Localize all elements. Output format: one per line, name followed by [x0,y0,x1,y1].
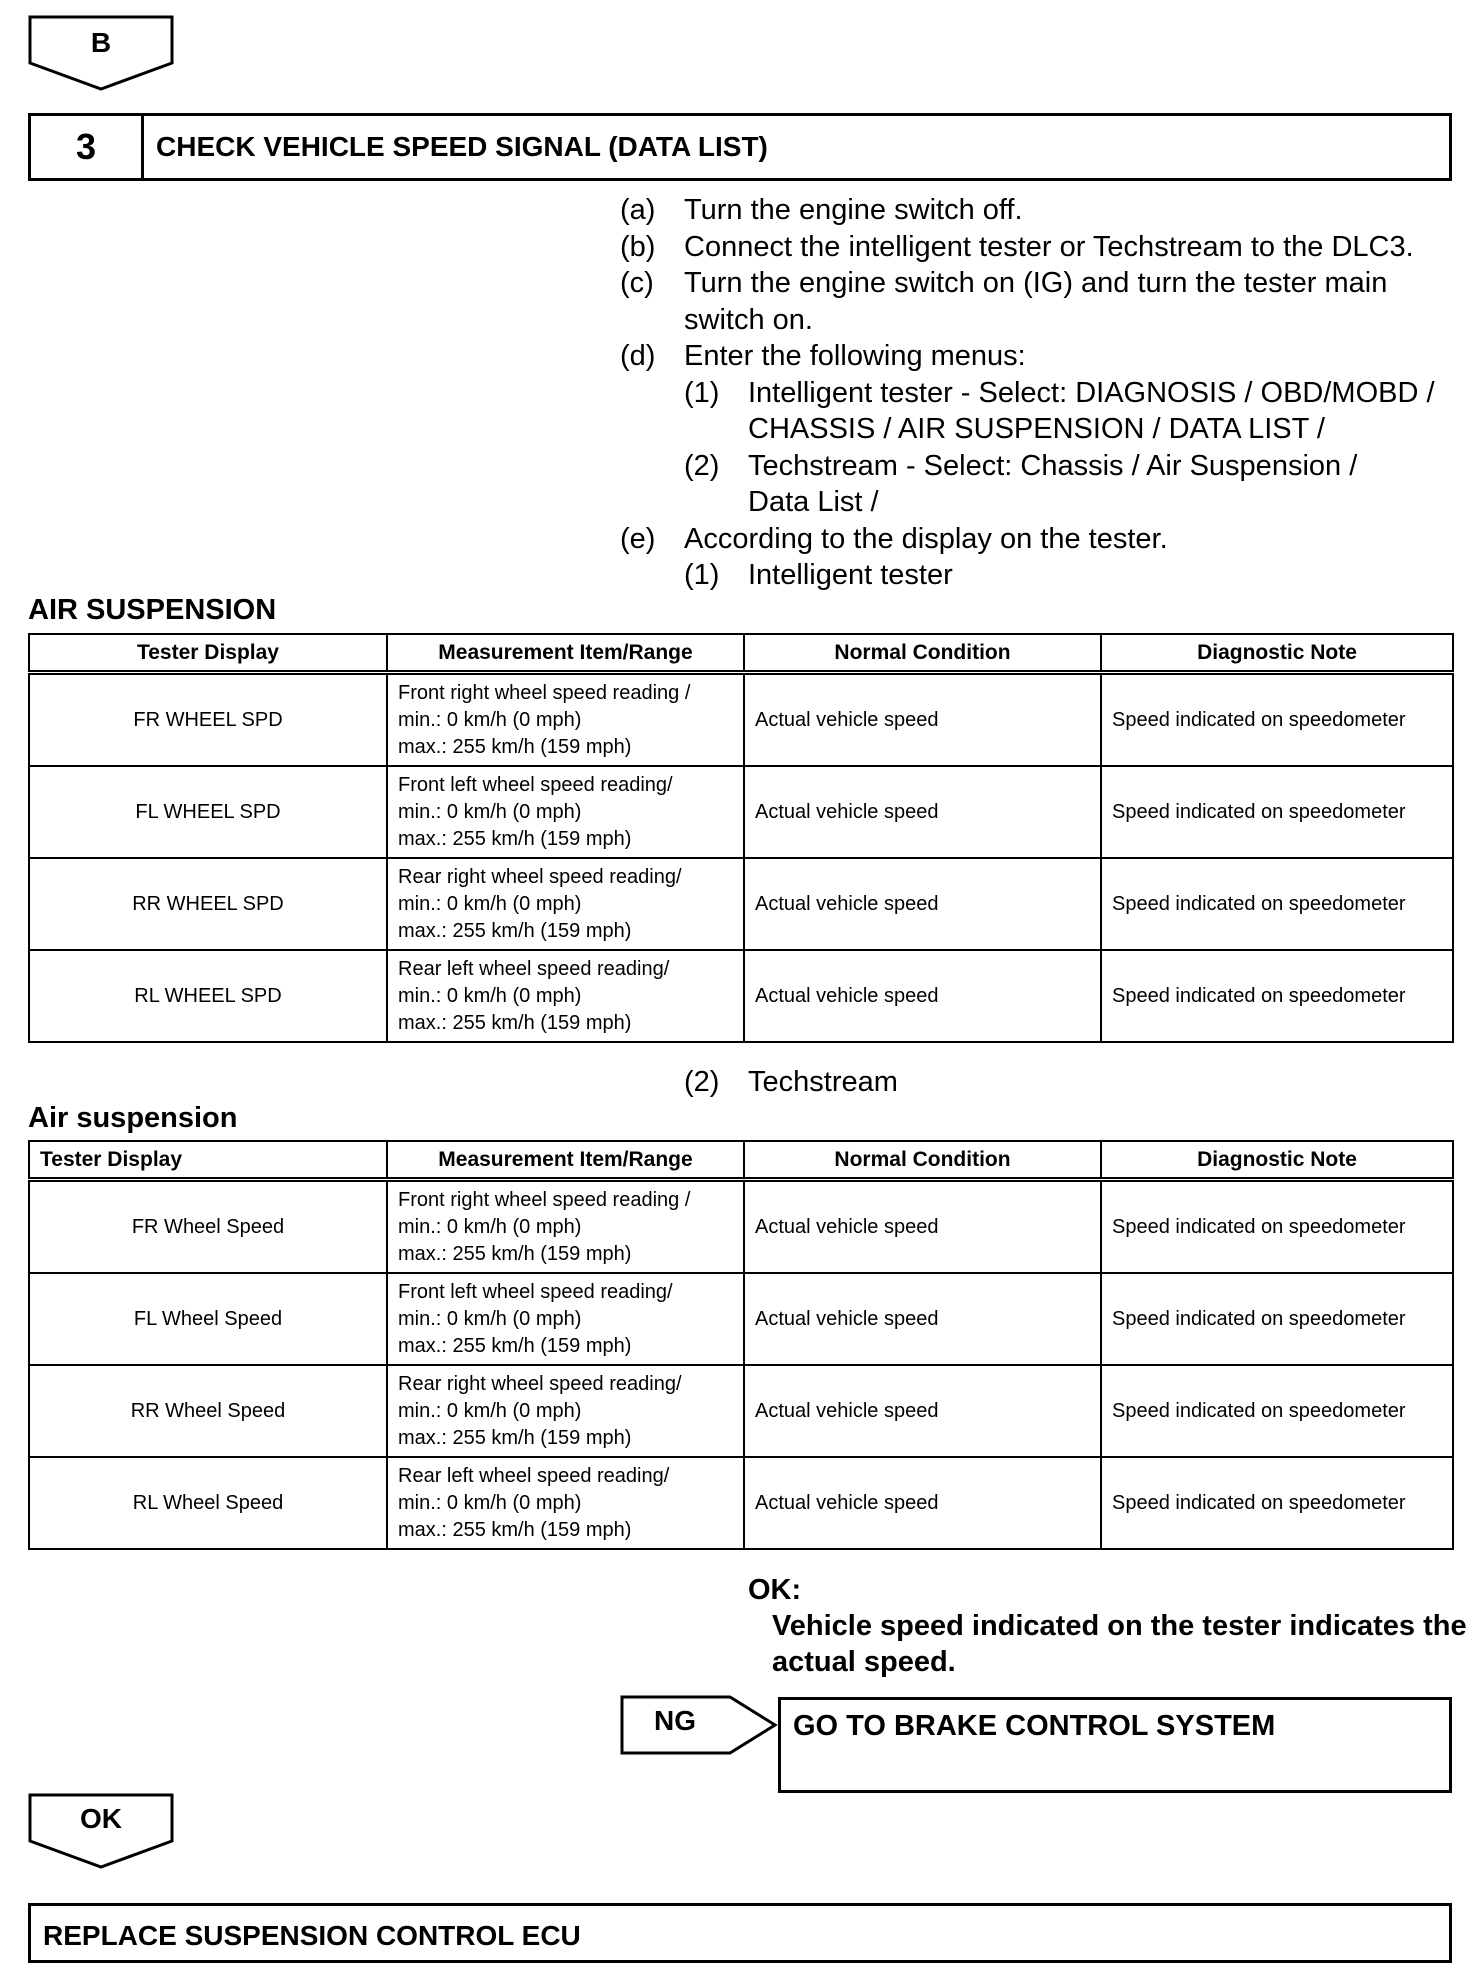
instruction-label: (2) [684,449,720,482]
instruction-label: (a) [620,194,656,226]
instruction-item [620,521,1460,558]
data-list-table-intelligent-tester [28,633,1454,1043]
table-cell: Front right wheel speed reading / min.: 0 km/h (0 mph) max.: 255 km/h (159 mph) [387,1180,744,1274]
column-header: Diagnostic Note [1101,634,1453,673]
table-row [29,1457,1453,1549]
table-cell: Front right wheel speed reading / min.: 0 km/h (0 mph) max.: 255 km/h (159 mph) [387,673,744,767]
ok-result-block [748,1572,1472,1680]
instruction-text: According to the display on the tester. [684,522,1168,555]
table-cell: Speed indicated on speedometer [1101,858,1453,950]
instruction-item [620,338,1460,375]
table-cell: Actual vehicle speed [744,766,1101,858]
table-cell: Rear right wheel speed reading/ min.: 0 km/h (0 mph) max.: 255 km/h (159 mph) [387,1365,744,1457]
final-step-box: REPLACE SUSPENSION CONTROL ECU [28,1903,1452,1963]
instruction-item [620,192,1460,229]
table-header-row [29,634,1453,673]
table-cell: Actual vehicle speed [744,673,1101,767]
table-cell: RL WHEEL SPD [29,950,387,1042]
techstream-subheading [684,1066,898,1099]
column-header: Tester Display [29,634,387,673]
ng-label: NG [654,1705,696,1736]
instruction-text: Techstream - Select: Chassis / Air Suspension / Data List / [748,449,1358,518]
instruction-label: (e) [620,522,656,555]
table-cell: Actual vehicle speed [744,858,1101,950]
table-cell: Actual vehicle speed [744,950,1101,1042]
instruction-text: Intelligent tester - Select: DIAGNOSIS / OBD/MOBD / CHASSIS / AIR SUSPENSION / DATA LIST / [748,376,1435,445]
instruction-subitem [684,448,1460,521]
column-header: Normal Condition [744,634,1101,673]
table2-title: Air suspension [28,1102,238,1134]
column-header: Diagnostic Note [1101,1141,1453,1180]
instruction-subitem [684,557,1460,594]
instruction-label: (b) [620,230,656,263]
flow-start-box [28,15,174,91]
instruction-item [620,265,1460,338]
table-cell: RR WHEEL SPD [29,858,387,950]
table-cell: Front left wheel speed reading/ min.: 0 km/h (0 mph) max.: 255 km/h (159 mph) [387,766,744,858]
table-cell: Speed indicated on speedometer [1101,1273,1453,1365]
instruction-text: Connect the intelligent tester or Techstream to the DLC3. [684,230,1414,263]
table-cell: Actual vehicle speed [744,1273,1101,1365]
instruction-label: (d) [620,340,656,372]
flow-ok-label: OK [80,1803,122,1834]
column-header: Measurement Item/Range [387,1141,744,1180]
table-cell: RR Wheel Speed [29,1365,387,1457]
table-cell: Speed indicated on speedometer [1101,1365,1453,1457]
table-cell: Speed indicated on speedometer [1101,1180,1453,1274]
ok-description: Vehicle speed indicated on the tester indicates the actual speed. [772,1610,1467,1678]
table-cell: Rear right wheel speed reading/ min.: 0 km/h (0 mph) max.: 255 km/h (159 mph) [387,858,744,950]
table-cell: Front left wheel speed reading/ min.: 0 km/h (0 mph) max.: 255 km/h (159 mph) [387,1273,744,1365]
instruction-item [620,229,1460,266]
table-cell: Actual vehicle speed [744,1365,1101,1457]
table-cell: Rear left wheel speed reading/ min.: 0 km/h (0 mph) max.: 255 km/h (159 mph) [387,950,744,1042]
table-cell: RL Wheel Speed [29,1457,387,1549]
instruction-list [620,192,1460,594]
column-header: Normal Condition [744,1141,1101,1180]
ng-target-box: GO TO BRAKE CONTROL SYSTEM [778,1697,1452,1793]
step-number: 3 [31,116,144,178]
table-row [29,766,1453,858]
instruction-text: Turn the engine switch off. [684,194,1023,226]
column-header: Tester Display [29,1141,387,1180]
table-row [29,673,1453,767]
table-cell: Speed indicated on speedometer [1101,766,1453,858]
instruction-label: (c) [620,267,654,299]
instruction-text: Turn the engine switch on (IG) and turn the tester main switch on. [684,267,1388,336]
table-cell: Actual vehicle speed [744,1180,1101,1274]
instruction-text: Techstream [748,1066,898,1098]
step-title: CHECK VEHICLE SPEED SIGNAL (DATA LIST) [156,131,768,162]
table-cell: Actual vehicle speed [744,1457,1101,1549]
table-row [29,950,1453,1042]
column-header: Measurement Item/Range [387,634,744,673]
instruction-text: Intelligent tester [748,559,953,591]
ok-label: OK: [748,1574,802,1606]
instruction-text: Enter the following menus: [684,340,1026,372]
table-cell: Speed indicated on speedometer [1101,673,1453,767]
table-row [29,858,1453,950]
table-row [29,1180,1453,1274]
table-cell: FL WHEEL SPD [29,766,387,858]
flow-ok-box [28,1793,174,1869]
table-header-row [29,1141,1453,1180]
instruction-subitem [684,375,1460,448]
instruction-label: (1) [684,376,720,409]
table-row [29,1365,1453,1457]
table-row [29,1273,1453,1365]
instruction-label: (1) [684,559,720,591]
flow-start-label: B [90,27,112,58]
table-cell: Speed indicated on speedometer [1101,1457,1453,1549]
table-cell: FR Wheel Speed [29,1180,387,1274]
instruction-label: (2) [684,1066,720,1098]
table-cell: FL Wheel Speed [29,1273,387,1365]
table-cell: Speed indicated on speedometer [1101,950,1453,1042]
table-cell: FR WHEEL SPD [29,673,387,767]
step-header [28,113,1452,181]
table1-title: AIR SUSPENSION [28,594,277,626]
data-list-table-techstream [28,1140,1454,1550]
table-cell: Rear left wheel speed reading/ min.: 0 km/h (0 mph) max.: 255 km/h (159 mph) [387,1457,744,1549]
